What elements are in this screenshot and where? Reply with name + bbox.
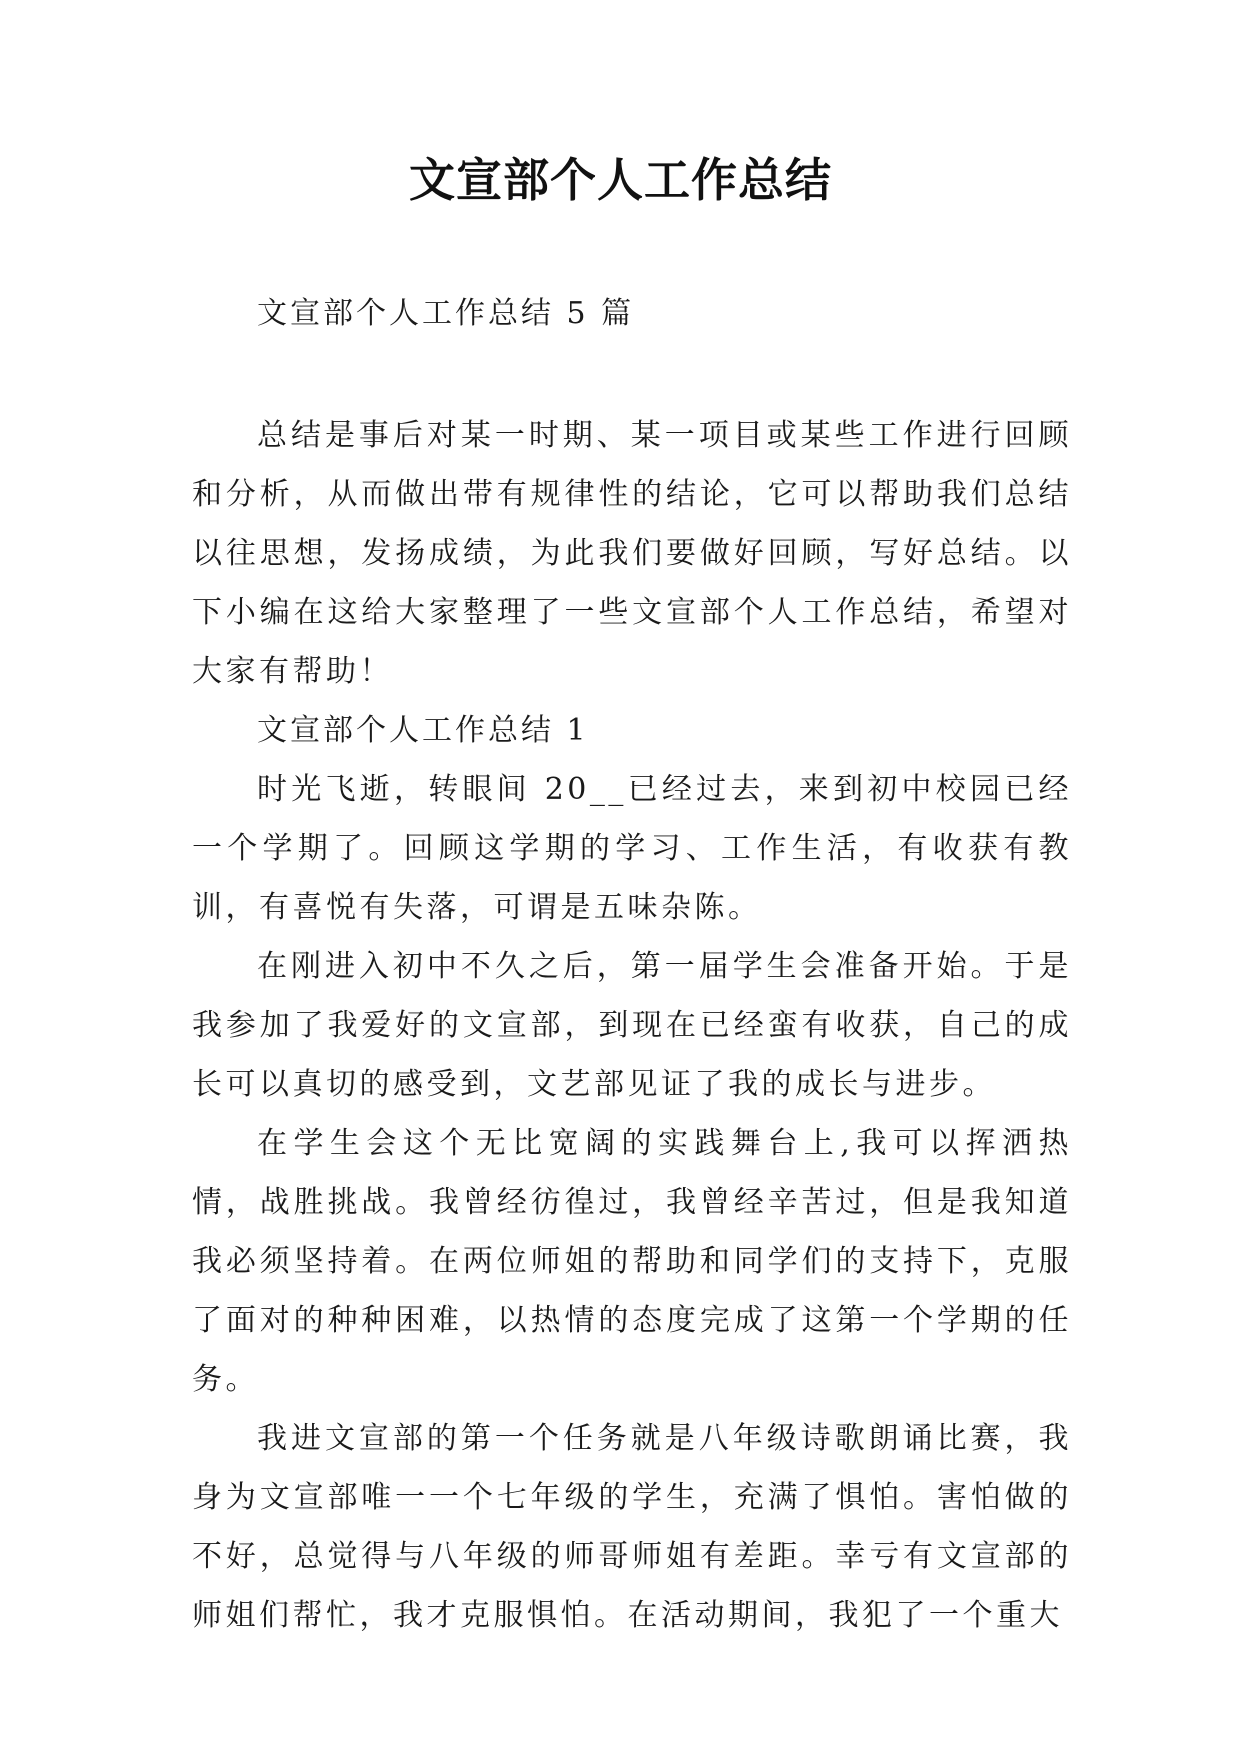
document-title: 文宣部个人工作总结 — [409, 153, 832, 207]
intro-paragraph: 总结是事后对某一时期、某一项目或某些工作进行回顾和分析，从而做出带有规律性的结论，它可以帮助我们总结以往思想，发扬成绩，为此我们要做好回顾，写好总结。以下小编在这给大家整理了一些文宣部个人工作总结，希望对大家有帮助！ — [192, 418, 1072, 689]
body-paragraph: 在刚进入初中不久之后，第一届学生会准备开始。于是我参加了我爱好的文宣部，到现在已经蛮有收获，自己的成长可以真切的感受到，文艺部见证了我的成长与进步。 — [192, 949, 1072, 1102]
document-subtitle: 文宣部个人工作总结 5 篇 — [257, 296, 635, 331]
body-paragraph: 在学生会这个无比宽阔的实践舞台上,我可以挥洒热情，战胜挑战。我曾经彷徨过，我曾经辛苦过，但是我知道我必须坚持着。在两位师姐的帮助和同学们的支持下，克服了面对的种种困难，以热情的态度完成了这第一个学期的任务。 — [192, 1126, 1072, 1397]
document-body — [192, 406, 1072, 1645]
body-paragraph: 我进文宣部的第一个任务就是八年级诗歌朗诵比赛，我身为文宣部唯一一个七年级的学生，充满了惧怕。害怕做的不好，总觉得与八年级的师哥师姐有差距。幸亏有文宣部的师姐们帮忙，我才克服惧怕。在活动期间，我犯了一个重大 — [192, 1421, 1072, 1633]
body-paragraph: 时光飞逝，转眼间 20__已经过去，来到初中校园已经一个学期了。回顾这学期的学习、工作生活，有收获有教训，有喜悦有失落，可谓是五味杂陈。 — [192, 772, 1072, 925]
section-heading: 文宣部个人工作总结 1 — [257, 713, 589, 748]
